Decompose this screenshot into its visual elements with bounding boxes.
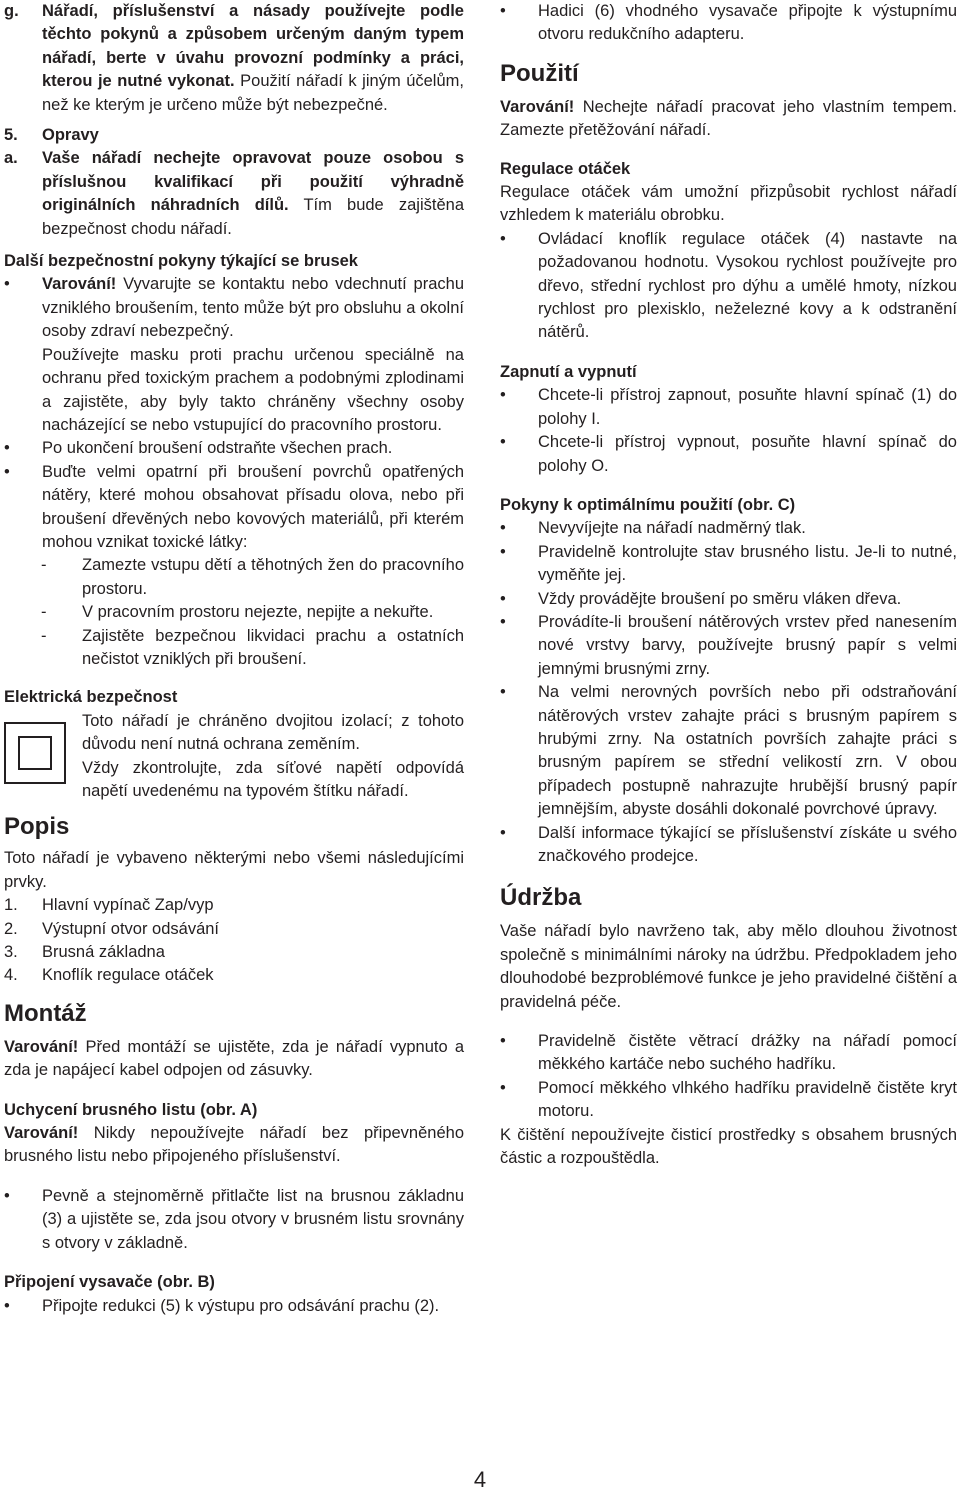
item-a-text: Tím bude zajištěna bezpečnost chodu nářadí. [42, 196, 464, 238]
bullet-item: • Nevyvíjejte na nářadí nadměrný tlak. [500, 517, 957, 540]
popis-intro: Toto nářadí je vybaveno některými nebo všemi následujícími prvky. [4, 849, 464, 891]
montaz-text [4, 1036, 464, 1083]
page-number: 4 [473, 1467, 487, 1492]
dash-item: - Zajistěte bezpečnou likvidaci prachu a ostatních nečistot vzniklých při broušení. [4, 625, 464, 672]
item-text: Knoflík regulace otáček [42, 966, 214, 985]
warning-label: Varování! [500, 97, 575, 116]
bullet-item: • Na velmi nerovných površích nebo při odstraňování nátěrových vrstev zahajte práci s brusným papírem s hrubými zrny. Na ostatních površích zahajte práci s brusným papírem se střední velikostí zrn. V obou případech postupně nahrazujte hrubější brusný papír jemnějším, abyste dosáhli dokonalé povrchové úpravy. [500, 681, 957, 821]
list-item [4, 894, 464, 917]
speed-heading: Regulace otáček [500, 159, 631, 178]
udrzba-intro: Vaše nářadí bylo navrženo tak, aby mělo dlouhou životnost společně s minimálními nároky na údržbu. Předpokladem jeho dlouhodobé bezproblémové funkce je jeho pravidelné čištění a pravidelná péče. [500, 922, 957, 1011]
item-g-text: Použití nářadí k jiným účelům, než ke kterým je určeno může být nebezpečné. [42, 72, 464, 114]
bullet-continuation: Používejte masku proti prachu určenou speciálně na ochranu před toxickým prachem a podobnými zplodinami a zajistěte, aby byly takto chráněny všechny osoby nacházející se nebo vstupující do pracovního prostoru. [42, 345, 464, 434]
popis-heading: Popis [4, 813, 70, 841]
pouziti-body: Nechejte nářadí pracovat jeho vlastním tempem. Zamezte přetěžování nářadí. [500, 97, 957, 140]
electrical-text: Toto nářadí je chráněno dvojitou izolací; z tohoto důvodu není nutná ochrana zeměním. [82, 711, 464, 754]
bullet-item: • Chcete-li přístroj zapnout, posuňte hlavní spínač (1) do polohy I. [500, 384, 957, 431]
item-number: 2. [4, 919, 18, 938]
warning-label: Varování! [42, 275, 117, 294]
sheet-text [4, 1122, 464, 1169]
item-text: Brusná základna [42, 943, 165, 962]
electrical-block [4, 710, 464, 804]
sanders-heading: Další bezpečnostní pokyny týkající se brusek [4, 252, 358, 271]
item-number: 3. [4, 943, 18, 962]
list-item [4, 964, 464, 987]
list-item [4, 918, 464, 941]
montaz-heading: Montáž [4, 999, 87, 1027]
item-g-bold: Nářadí, příslušenství a násady používejte podle těchto pokynů a způsobem určeným daným typem nářadí, berte v úvahu provozní podmínky a práci, kterou je nutné vykonat. [42, 2, 464, 91]
item-marker: g. [4, 2, 19, 20]
optimal-heading: Pokyny k optimálnímu použití (obr. C) [500, 495, 796, 514]
udrzba-heading: Údržba [500, 884, 582, 912]
item-g [4, 0, 464, 117]
bullet-item: • Pomocí měkkého vlhkého hadříku pravidelně čistěte kryt motoru. [500, 1077, 957, 1124]
bullet-item: • Pevně a stejnoměrně přitlačte list na brusnou základnu (3) a ujistěte se, zda jsou otvory v brusném listu srovnány s otvory v základně. [4, 1185, 464, 1255]
item-marker: a. [4, 149, 18, 168]
list-item [4, 941, 464, 964]
bullet-item: • Pravidelně čistěte větrací drážky na nářadí pomocí měkkého kartáče nebo suchého hadříku. [500, 1030, 957, 1077]
section-5-heading [4, 124, 464, 147]
bullet-item: • Další informace týkající se příslušenství získáte u svého značkového prodejce. [500, 822, 957, 869]
speed-intro: Regulace otáček vám umožní přizpůsobit rychlost nářadí vzhledem k materiálu obrobku. [500, 183, 957, 225]
left-column [4, 0, 464, 1318]
bullet-item: • Hadici (6) vhodného vysavače připojte k výstupnímu otvoru redukčního adapteru. [500, 0, 957, 47]
section-number: 5. [4, 126, 18, 145]
item-a [4, 147, 464, 241]
bullet-item: • Buďte velmi opatrní při broušení povrchů opatřených nátěry, které mohou obsahovat přísadu olova, nebo při broušení dřevěných nebo kovových materiálů, při kterém mohou vznikat toxické látky: [4, 461, 464, 555]
item-number: 1. [4, 896, 18, 915]
electrical-heading: Elektrická bezpečnost [4, 688, 178, 707]
item-number: 4. [4, 966, 18, 985]
bullet-text: Vyvarujte se kontaktu nebo vdechnutí prachu vzniklého broušením, tento může být pro obsluhu a okolní osoby zdraví nebezpečný. [42, 275, 464, 341]
bullet-item: • Provádíte-li broušení nátěrových vrstev před nanesením nové vrstvy barvy, používejte brusný papír s velmi jemnými brusnými zrny. [500, 611, 957, 681]
bullet-item: • Po ukončení broušení odstraňte všechen prach. [4, 437, 464, 460]
electrical-text: Vždy zkontrolujte, zda síťové napětí odpovídá napětí uvedenému na typovém štítku nářadí. [82, 758, 464, 800]
bullet-item [4, 273, 464, 437]
dash-item: - Zamezte vstupu dětí a těhotných žen do pracovního prostoru. [4, 554, 464, 601]
warning-label: Varování! [4, 1124, 79, 1143]
pouziti-text [500, 96, 957, 143]
bullet-item: • Chcete-li přístroj vypnout, posuňte hlavní spínač do polohy O. [500, 431, 957, 478]
switch-heading: Zapnutí a vypnutí [500, 362, 637, 381]
bullet-item: • Připojte redukci (5) k výstupu pro odsávání prachu (2). [4, 1295, 464, 1318]
item-text: Výstupní otvor odsávání [42, 919, 220, 938]
bullet-item: • Vždy provádějte broušení po směru vláken dřeva. [500, 588, 957, 611]
section-title: Opravy [42, 126, 99, 145]
pouziti-heading: Použití [500, 59, 579, 87]
udrzba-outro: K čištění nepoužívejte čisticí prostředky s obsahem brusných částic a rozpouštědla. [500, 1125, 957, 1168]
warning-label: Varování! [4, 1037, 79, 1056]
sheet-body: Nikdy nepoužívejte nářadí bez připevněného brusného listu nebo připojeného příslušenství. [4, 1124, 464, 1166]
item-text: Hlavní vypínač Zap/vyp [42, 896, 214, 915]
bullet-item: • Ovládací knoflík regulace otáček (4) nastavte na požadovanou hodnotu. Vysokou rychlost používejte pro dřevo, střední rychlost pro dýhu a umělé hmoty, nízkou rychlost pro plexisklo, neželezné kovy a k odstranění nátěrů. [500, 228, 957, 345]
dash-item: - V pracovním prostoru nejezte, nepijte a nekuřte. [4, 601, 464, 624]
montaz-body: Před montáží se ujistěte, zda je nářadí vypnuto a zda je napájecí kabel odpojen od zásuvky. [4, 1037, 464, 1080]
item-a-bold: Vaše nářadí nechejte opravovat pouze osobou s příslušnou kvalifikací při použití výhradně originálních náhradních dílů. [42, 149, 464, 215]
sheet-heading: Uchycení brusného listu (obr. A) [4, 1100, 258, 1119]
vacuum-heading: Připojení vysavače (obr. B) [4, 1273, 215, 1292]
right-column [500, 0, 957, 1170]
double-insulation-icon [4, 722, 66, 784]
bullet-item: • Pravidelně kontrolujte stav brusného listu. Je-li to nutné, vyměňte jej. [500, 541, 957, 588]
